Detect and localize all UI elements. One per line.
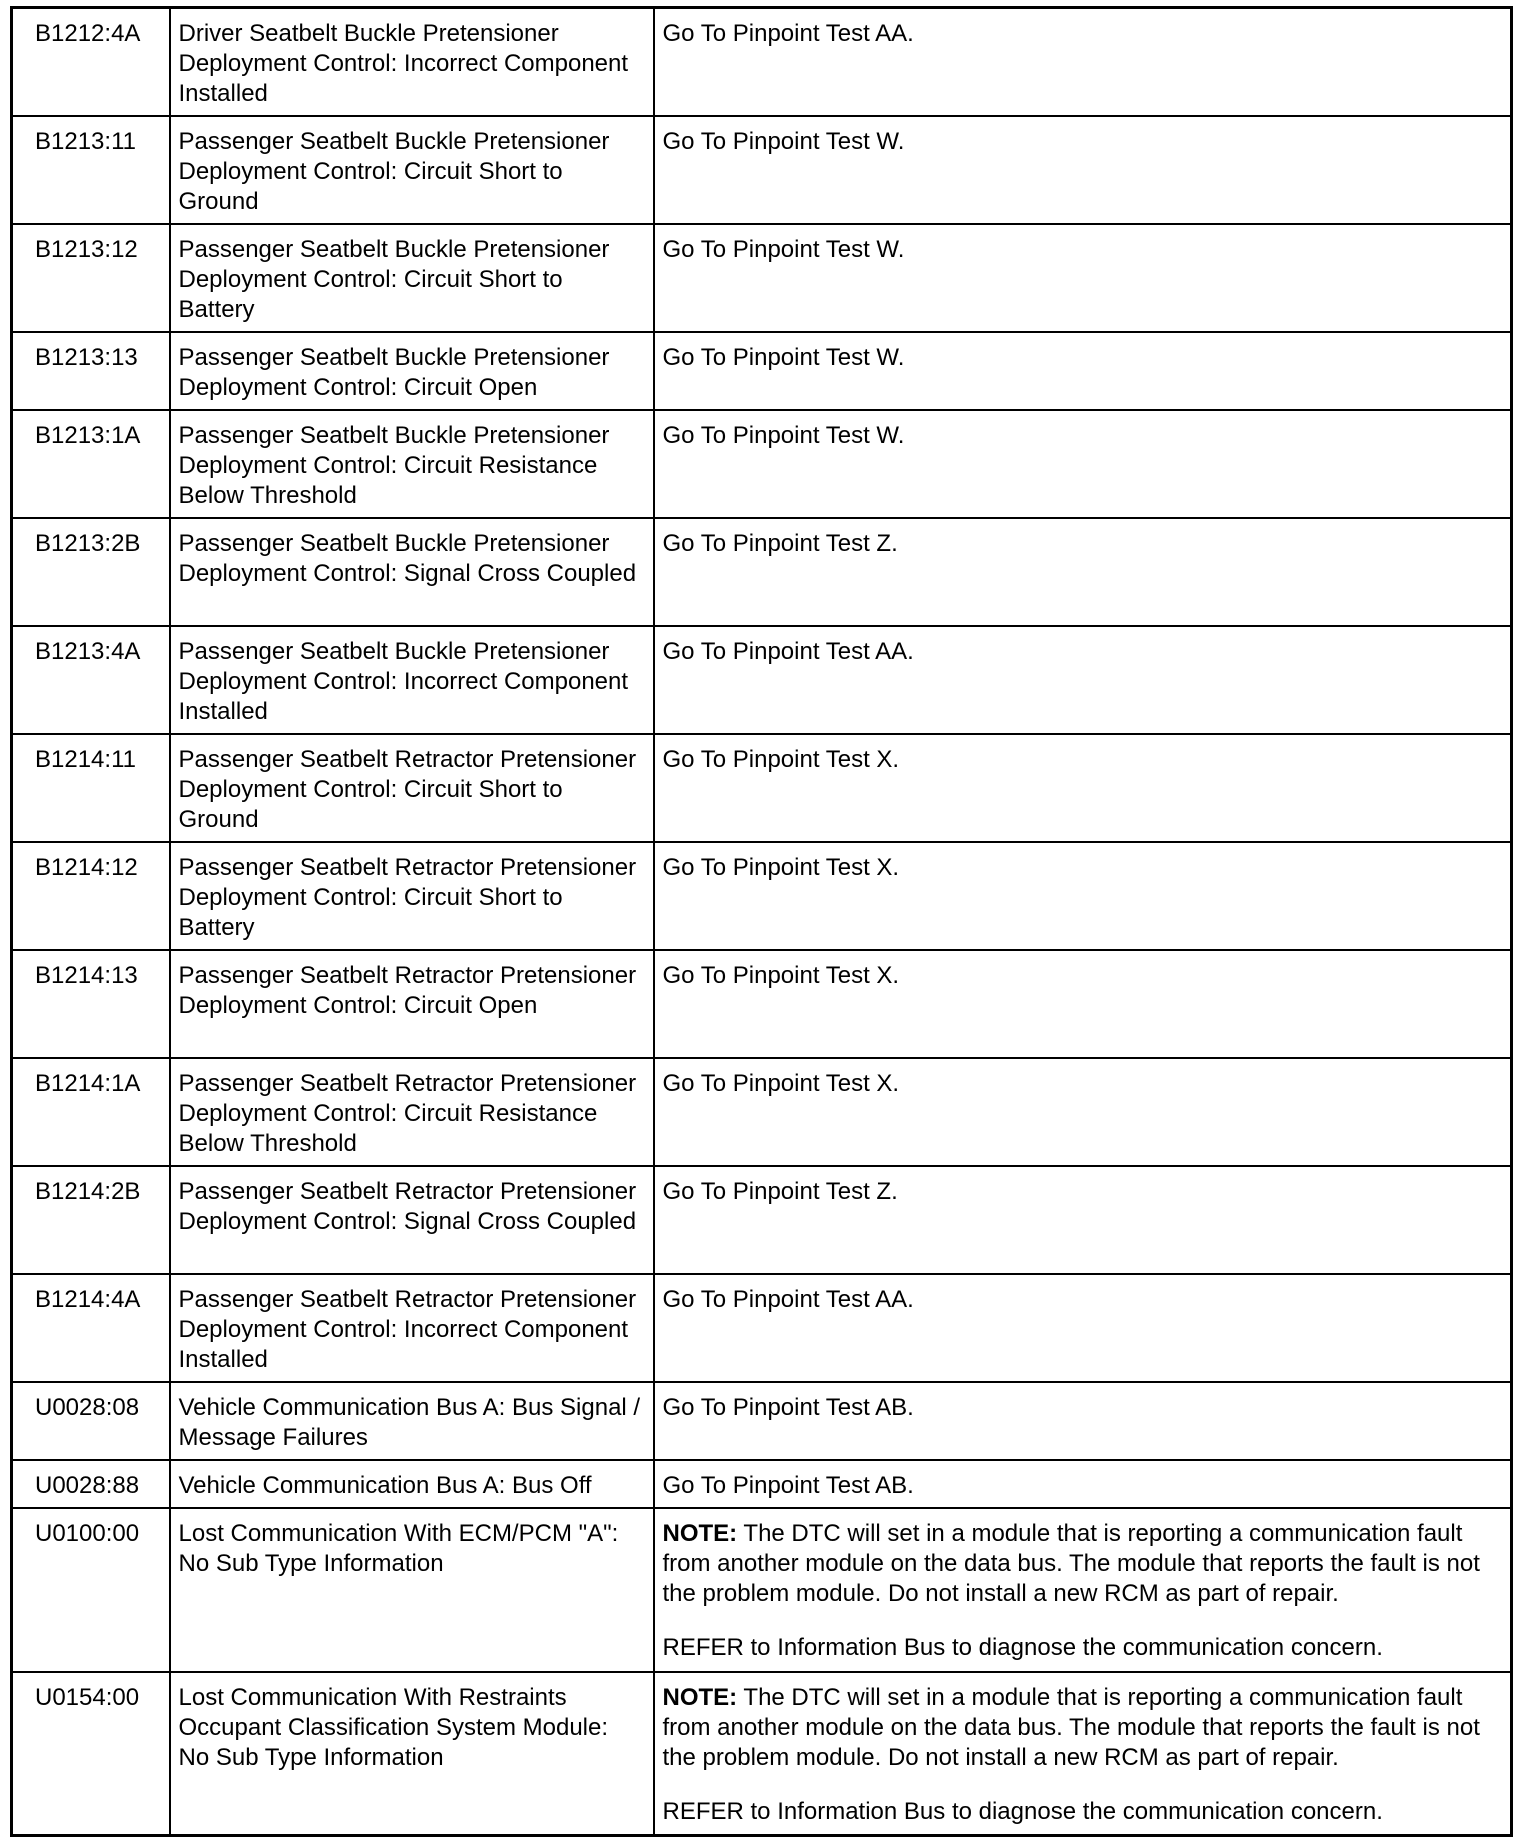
dtc-action: Go To Pinpoint Test Z. <box>654 1166 1512 1274</box>
dtc-action: Go To Pinpoint Test W. <box>654 116 1512 224</box>
dtc-code: B1214:11 <box>12 734 170 842</box>
dtc-code: B1213:4A <box>12 626 170 734</box>
dtc-action: Go To Pinpoint Test W. <box>654 224 1512 332</box>
dtc-action <box>654 1672 1512 1836</box>
dtc-description: Passenger Seatbelt Retractor Pretensioner Deployment Control: Circuit Short to Battery <box>170 842 654 950</box>
dtc-action: Go To Pinpoint Test X. <box>654 734 1512 842</box>
dtc-action: Go To Pinpoint Test AB. <box>654 1382 1512 1460</box>
dtc-action: Go To Pinpoint Test AA. <box>654 8 1512 116</box>
dtc-description: Passenger Seatbelt Retractor Pretensioner Deployment Control: Incorrect Component Installed <box>170 1274 654 1382</box>
table-row <box>12 1274 1512 1382</box>
dtc-description: Passenger Seatbelt Buckle Pretensioner Deployment Control: Incorrect Component Installed <box>170 626 654 734</box>
dtc-code: B1212:4A <box>12 8 170 116</box>
dtc-action: Go To Pinpoint Test AB. <box>654 1460 1512 1508</box>
dtc-action: Go To Pinpoint Test X. <box>654 950 1512 1058</box>
dtc-description: Passenger Seatbelt Buckle Pretensioner Deployment Control: Circuit Open <box>170 332 654 410</box>
dtc-description: Passenger Seatbelt Retractor Pretensioner Deployment Control: Circuit Short to Ground <box>170 734 654 842</box>
table-row <box>12 626 1512 734</box>
dtc-action: Go To Pinpoint Test X. <box>654 842 1512 950</box>
table-row <box>12 1508 1512 1672</box>
table-row <box>12 734 1512 842</box>
dtc-action <box>654 1508 1512 1672</box>
table-row <box>12 8 1512 116</box>
dtc-description: Lost Communication With ECM/PCM "A": No Sub Type Information <box>170 1508 654 1672</box>
dtc-description: Passenger Seatbelt Retractor Pretensioner Deployment Control: Signal Cross Coupled <box>170 1166 654 1274</box>
dtc-description: Passenger Seatbelt Buckle Pretensioner Deployment Control: Circuit Resistance Below Threshold <box>170 410 654 518</box>
dtc-code: U0100:00 <box>12 1508 170 1672</box>
dtc-description: Passenger Seatbelt Buckle Pretensioner Deployment Control: Signal Cross Coupled <box>170 518 654 626</box>
table-row <box>12 1460 1512 1508</box>
dtc-description: Driver Seatbelt Buckle Pretensioner Deployment Control: Incorrect Component Installed <box>170 8 654 116</box>
note-paragraph <box>663 1519 1501 1609</box>
dtc-code: U0028:08 <box>12 1382 170 1460</box>
table-row <box>12 224 1512 332</box>
table-row <box>12 950 1512 1058</box>
table-row <box>12 1382 1512 1460</box>
dtc-code: B1213:13 <box>12 332 170 410</box>
dtc-action: Go To Pinpoint Test X. <box>654 1058 1512 1166</box>
table-row <box>12 518 1512 626</box>
dtc-code: U0154:00 <box>12 1672 170 1836</box>
dtc-description: Lost Communication With Restraints Occupant Classification System Module: No Sub Type Information <box>170 1672 654 1836</box>
note-label: NOTE: <box>662 1519 738 1547</box>
note-text: The DTC will set in a module that is reporting a communication fault from another module on the data bus. The module that reports the fault is not the problem module. Do not install a new RCM as part of repair. <box>662 1519 1480 1607</box>
table-row <box>12 410 1512 518</box>
table-row <box>12 332 1512 410</box>
dtc-code: B1214:2B <box>12 1166 170 1274</box>
dtc-description: Passenger Seatbelt Buckle Pretensioner Deployment Control: Circuit Short to Battery <box>170 224 654 332</box>
table-row <box>12 116 1512 224</box>
dtc-description: Vehicle Communication Bus A: Bus Signal / Message Failures <box>170 1382 654 1460</box>
dtc-action: Go To Pinpoint Test AA. <box>654 626 1512 734</box>
dtc-action: Go To Pinpoint Test W. <box>654 410 1512 518</box>
note-label: NOTE: <box>662 1683 738 1711</box>
table-row <box>12 1058 1512 1166</box>
table-row <box>12 1672 1512 1836</box>
dtc-description: Passenger Seatbelt Retractor Pretensioner Deployment Control: Circuit Resistance Below Threshold <box>170 1058 654 1166</box>
note-paragraph <box>663 1683 1501 1773</box>
dtc-code: B1214:4A <box>12 1274 170 1382</box>
dtc-description: Vehicle Communication Bus A: Bus Off <box>170 1460 654 1508</box>
dtc-code: B1213:2B <box>12 518 170 626</box>
dtc-code: B1213:1A <box>12 410 170 518</box>
dtc-table <box>10 6 1513 1837</box>
dtc-description: Passenger Seatbelt Retractor Pretensioner Deployment Control: Circuit Open <box>170 950 654 1058</box>
dtc-action: Go To Pinpoint Test W. <box>654 332 1512 410</box>
dtc-code: B1214:1A <box>12 1058 170 1166</box>
dtc-action: Go To Pinpoint Test Z. <box>654 518 1512 626</box>
refer-text: REFER to Information Bus to diagnose the communication concern. <box>662 1797 1383 1825</box>
table-row <box>12 1166 1512 1274</box>
dtc-code: B1213:12 <box>12 224 170 332</box>
dtc-code: B1214:12 <box>12 842 170 950</box>
dtc-code: U0028:88 <box>12 1460 170 1508</box>
dtc-action: Go To Pinpoint Test AA. <box>654 1274 1512 1382</box>
dtc-code: B1214:13 <box>12 950 170 1058</box>
table-row <box>12 842 1512 950</box>
refer-text: REFER to Information Bus to diagnose the communication concern. <box>662 1633 1383 1661</box>
dtc-code: B1213:11 <box>12 116 170 224</box>
note-text: The DTC will set in a module that is reporting a communication fault from another module on the data bus. The module that reports the fault is not the problem module. Do not install a new RCM as part of repair. <box>662 1683 1480 1771</box>
dtc-description: Passenger Seatbelt Buckle Pretensioner Deployment Control: Circuit Short to Ground <box>170 116 654 224</box>
